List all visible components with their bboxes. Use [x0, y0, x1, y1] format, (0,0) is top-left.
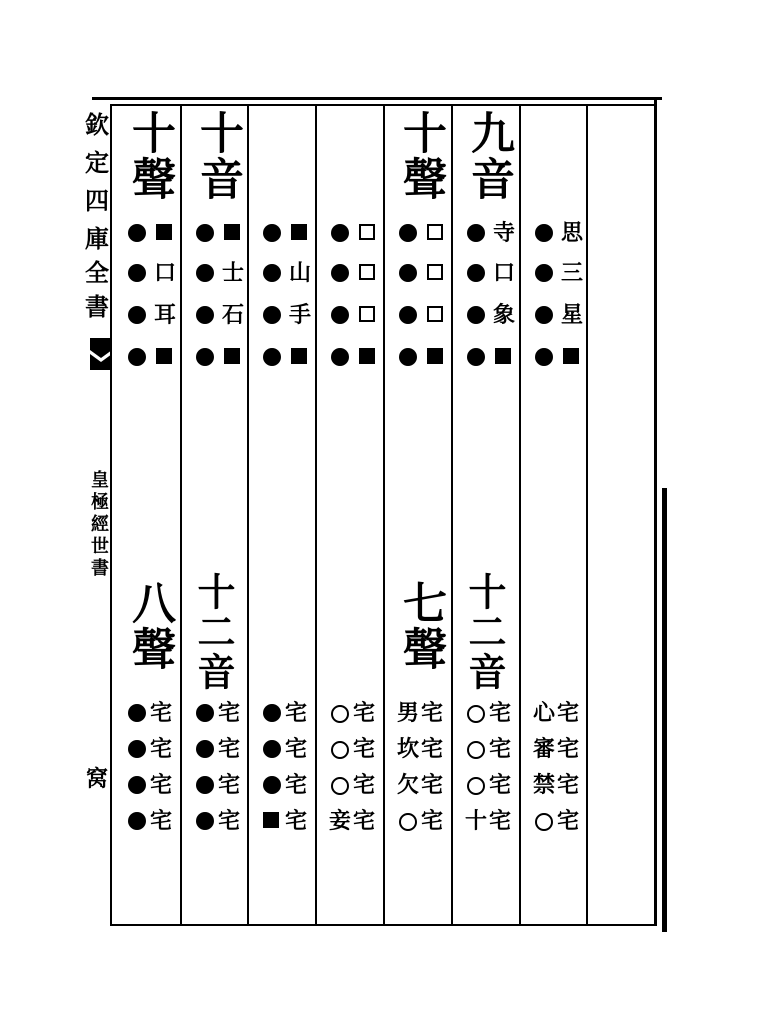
upper-cell-character: 思 [561, 220, 584, 246]
upper-cell-filled-square [291, 224, 307, 240]
lower-cell-character: 宅 [150, 772, 173, 798]
column-divider [519, 104, 521, 924]
lower-cell-filled-circle [263, 776, 281, 794]
upper-cell-filled-circle [535, 348, 553, 366]
upper-cell-character: 口 [154, 260, 177, 286]
column-divider [383, 104, 385, 924]
lower-cell-open-circle [399, 813, 417, 831]
lower-heading: 十二音 [462, 572, 507, 692]
upper-cell-filled-circle [331, 264, 349, 282]
lower-cell-filled-circle [196, 812, 214, 830]
upper-cell-filled-square [563, 348, 579, 364]
lower-cell-character: 宅 [150, 700, 173, 726]
lower-cell-character: 宅 [421, 772, 444, 798]
upper-cell-filled-square [495, 348, 511, 364]
upper-heading: 九音 [463, 110, 514, 202]
upper-cell-character: 星 [561, 302, 584, 328]
upper-cell-filled-circle [535, 264, 553, 282]
lower-cell-character: 宅 [489, 700, 512, 726]
lower-cell-open-circle [331, 777, 349, 795]
series-title-char: 定 [85, 148, 109, 177]
lower-cell-character: 宅 [557, 700, 580, 726]
lower-cell-character: 宅 [285, 736, 308, 762]
lower-cell-character: 心 [533, 700, 556, 726]
lower-cell-character: 宅 [150, 736, 173, 762]
lower-cell-character: 審 [533, 736, 556, 762]
lower-cell-character: 宅 [353, 736, 376, 762]
upper-cell-filled-circle [128, 348, 146, 366]
lower-cell-filled-circle [128, 812, 146, 830]
lower-cell-character: 十 [465, 808, 488, 834]
upper-cell-character: 象 [493, 302, 516, 328]
series-title-char: 全 [85, 258, 109, 287]
upper-cell-filled-square [156, 348, 172, 364]
upper-cell-filled-circle [331, 306, 349, 324]
right-border [654, 100, 657, 926]
lower-cell-filled-circle [128, 776, 146, 794]
upper-cell-filled-circle [399, 264, 417, 282]
lower-cell-filled-circle [263, 704, 281, 722]
upper-cell-filled-circle [263, 306, 281, 324]
upper-cell-character: 石 [222, 302, 245, 328]
lower-cell-character: 宅 [218, 736, 241, 762]
lower-cell-open-circle [467, 777, 485, 795]
upper-cell-filled-circle [467, 224, 485, 242]
upper-cell-filled-circle [196, 306, 214, 324]
upper-cell-open-square [359, 224, 375, 240]
lower-cell-character: 宅 [353, 772, 376, 798]
upper-cell-filled-circle [331, 348, 349, 366]
column-divider [180, 104, 182, 924]
lower-cell-open-circle [467, 741, 485, 759]
lower-cell-character: 宅 [353, 808, 376, 834]
upper-cell-filled-square [427, 348, 443, 364]
lower-cell-character: 宅 [557, 772, 580, 798]
lower-cell-character: 宅 [557, 808, 580, 834]
top-border [92, 97, 662, 100]
lower-cell-character: 禁 [533, 772, 556, 798]
top-border-inner [110, 104, 654, 106]
upper-cell-filled-circle [535, 224, 553, 242]
lower-cell-character: 宅 [353, 700, 376, 726]
upper-cell-filled-circle [399, 348, 417, 366]
right-border-outer [662, 488, 667, 932]
lower-cell-open-circle [331, 705, 349, 723]
upper-cell-filled-square [359, 348, 375, 364]
lower-cell-open-circle [535, 813, 553, 831]
upper-cell-character: 手 [289, 302, 312, 328]
book-title: 皇極經世書 [88, 470, 109, 580]
series-title-char: 庫 [85, 224, 109, 253]
fishtail-mark [88, 336, 114, 372]
upper-cell-character: 寺 [493, 220, 516, 246]
upper-cell-open-square [359, 264, 375, 280]
upper-cell-open-square [427, 224, 443, 240]
lower-cell-filled-circle [263, 740, 281, 758]
lower-cell-filled-circle [128, 704, 146, 722]
column-divider [315, 104, 317, 924]
column-divider [247, 104, 249, 924]
upper-cell-filled-circle [263, 264, 281, 282]
lower-cell-character: 坎 [397, 736, 420, 762]
lower-cell-character: 宅 [285, 700, 308, 726]
upper-cell-filled-square [224, 224, 240, 240]
upper-cell-character: 口 [493, 260, 516, 286]
lower-cell-character: 宅 [557, 736, 580, 762]
lower-cell-character: 宅 [421, 736, 444, 762]
upper-cell-character: 耳 [154, 302, 177, 328]
column-divider [586, 104, 588, 924]
upper-cell-filled-circle [196, 264, 214, 282]
lower-heading: 十二音 [191, 572, 236, 692]
lower-cell-character: 宅 [150, 808, 173, 834]
lower-cell-character: 宅 [421, 808, 444, 834]
upper-cell-character: 士 [222, 260, 245, 286]
lower-cell-character: 宅 [421, 700, 444, 726]
upper-cell-filled-circle [263, 224, 281, 242]
upper-cell-filled-circle [331, 224, 349, 242]
series-title-char: 欽 [85, 110, 109, 139]
upper-cell-filled-square [224, 348, 240, 364]
upper-cell-filled-circle [128, 306, 146, 324]
upper-cell-filled-square [156, 224, 172, 240]
lower-cell-filled-square [263, 812, 279, 828]
upper-heading: 十聲 [395, 110, 446, 202]
lower-cell-character: 宅 [218, 808, 241, 834]
bottom-border [110, 924, 654, 926]
lower-cell-filled-circle [196, 740, 214, 758]
lower-cell-character: 宅 [285, 808, 308, 834]
upper-heading: 十音 [192, 110, 243, 202]
upper-cell-filled-circle [128, 264, 146, 282]
upper-cell-filled-circle [467, 264, 485, 282]
upper-cell-filled-circle [196, 224, 214, 242]
upper-cell-filled-circle [399, 224, 417, 242]
upper-cell-filled-square [291, 348, 307, 364]
upper-cell-filled-circle [467, 306, 485, 324]
lower-cell-filled-circle [196, 704, 214, 722]
upper-cell-open-square [427, 306, 443, 322]
lower-cell-open-circle [331, 741, 349, 759]
upper-cell-filled-circle [263, 348, 281, 366]
upper-cell-filled-circle [467, 348, 485, 366]
upper-heading: 十聲 [124, 110, 175, 202]
lower-cell-character: 宅 [285, 772, 308, 798]
upper-cell-filled-circle [399, 306, 417, 324]
lower-cell-character: 妾 [329, 808, 352, 834]
lower-cell-character: 宅 [218, 772, 241, 798]
lower-cell-character: 宅 [489, 772, 512, 798]
upper-cell-filled-circle [196, 348, 214, 366]
upper-cell-filled-circle [128, 224, 146, 242]
lower-heading: 七聲 [395, 580, 446, 672]
upper-cell-filled-circle [535, 306, 553, 324]
lower-cell-filled-circle [128, 740, 146, 758]
lower-cell-open-circle [467, 705, 485, 723]
lower-cell-character: 男 [397, 700, 420, 726]
series-title-char: 書 [85, 292, 109, 321]
column-divider [451, 104, 453, 924]
lower-cell-filled-circle [196, 776, 214, 794]
lower-heading: 八聲 [124, 580, 175, 672]
page-marker: 窝 [86, 766, 109, 792]
lower-cell-character: 宅 [489, 808, 512, 834]
lower-cell-character: 宅 [218, 700, 241, 726]
upper-cell-character: 山 [289, 260, 312, 286]
lower-cell-character: 宅 [489, 736, 512, 762]
lower-cell-character: 欠 [397, 772, 420, 798]
upper-cell-open-square [427, 264, 443, 280]
upper-cell-open-square [359, 306, 375, 322]
series-title-char: 四 [85, 186, 109, 215]
upper-cell-character: 三 [561, 260, 584, 286]
